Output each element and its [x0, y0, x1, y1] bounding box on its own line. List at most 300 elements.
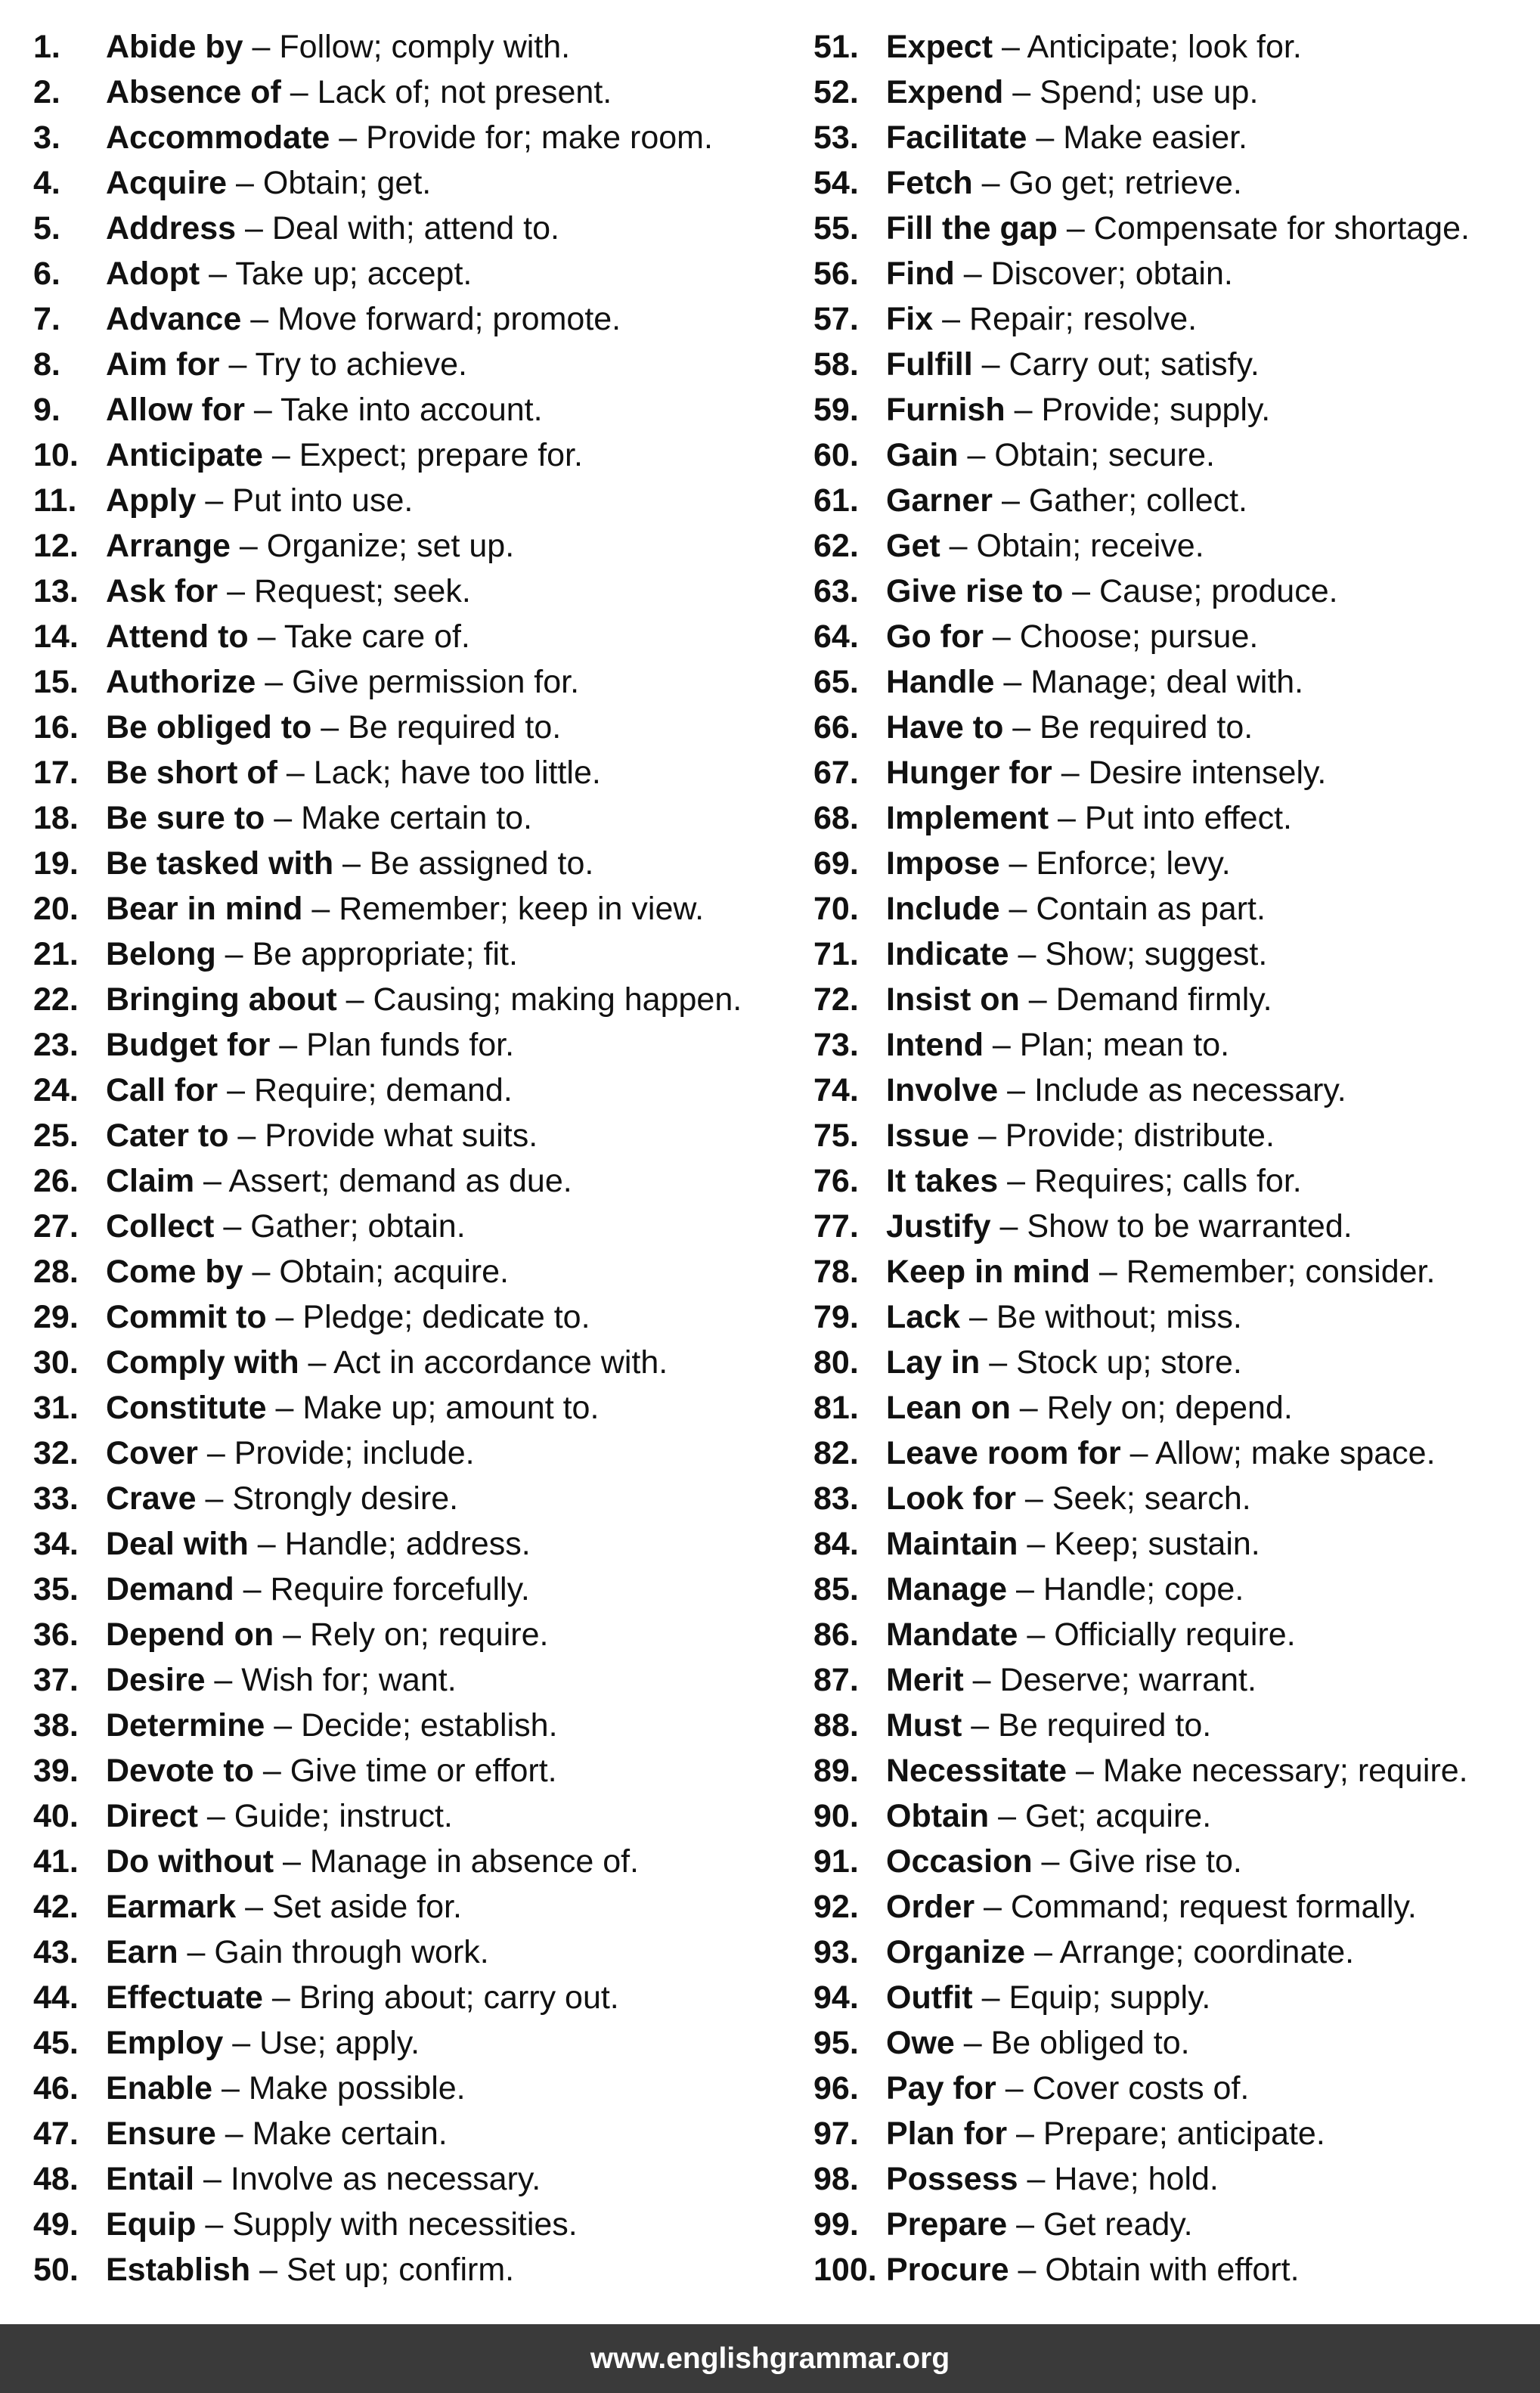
item-number: 88.	[813, 1707, 859, 1744]
item-definition: Make certain to.	[301, 800, 533, 836]
item-number: 80.	[813, 1344, 859, 1381]
item-definition: Be assigned to.	[369, 845, 594, 882]
list-item	[813, 1476, 1532, 1521]
item-term: Necessitate	[886, 1753, 1067, 1789]
item-separator: –	[299, 1344, 334, 1381]
item-text	[106, 70, 612, 115]
item-term: Direct	[106, 1798, 198, 1834]
item-text	[886, 296, 1197, 342]
item-text	[886, 614, 1258, 659]
list-item	[33, 1884, 782, 1930]
item-number: 74.	[813, 1072, 859, 1108]
item-term: Adopt	[106, 256, 200, 292]
list-item	[33, 1340, 782, 1385]
item-separator: –	[1032, 1843, 1069, 1880]
item-definition: Remember; keep in view.	[339, 891, 705, 927]
item-text	[106, 841, 593, 886]
item-number: 87.	[813, 1662, 859, 1698]
item-text	[886, 523, 1204, 569]
item-text	[886, 2020, 1190, 2066]
item-separator: –	[215, 2116, 253, 2152]
item-number: 59.	[813, 392, 859, 428]
list-item	[813, 160, 1532, 206]
item-text	[886, 750, 1326, 795]
item-definition: Manage in absence of.	[309, 1843, 640, 1880]
item-number: 93.	[813, 1934, 859, 1970]
item-text	[106, 1158, 572, 1204]
item-definition: Demand firmly.	[1055, 981, 1272, 1018]
item-number: 47.	[33, 2116, 79, 2152]
list-item	[813, 659, 1532, 705]
item-separator: –	[330, 119, 367, 156]
list-item	[33, 1657, 782, 1703]
item-term: Prepare	[886, 2206, 1008, 2243]
item-text	[886, 1793, 1211, 1839]
item-term: Mandate	[886, 1617, 1018, 1653]
item-separator: –	[200, 256, 236, 292]
item-definition: Get; acquire.	[1024, 1798, 1212, 1834]
item-term: Order	[886, 1889, 975, 1925]
item-term: Be obliged to	[106, 709, 312, 745]
item-definition: Requires; calls for.	[1034, 1163, 1302, 1199]
list-item	[813, 1793, 1532, 1839]
item-number: 49.	[33, 2206, 79, 2243]
item-separator: –	[197, 1798, 234, 1834]
item-text	[886, 886, 1266, 931]
item-definition: Provide; supply.	[1041, 392, 1271, 428]
item-text	[106, 2111, 448, 2156]
list-item	[813, 1521, 1532, 1567]
item-number: 45.	[33, 2025, 79, 2061]
item-text	[886, 1657, 1256, 1703]
item-number: 21.	[33, 936, 79, 972]
item-separator: –	[1007, 2206, 1043, 2243]
item-number: 81.	[813, 1390, 859, 1426]
item-definition: Move forward; promote.	[277, 301, 621, 337]
item-text	[106, 2202, 578, 2247]
item-definition: Be without; miss.	[996, 1299, 1242, 1335]
item-number: 63.	[813, 573, 859, 609]
list-item	[33, 2066, 782, 2111]
item-definition: Rely on; require.	[309, 1617, 549, 1653]
item-text	[106, 1476, 458, 1521]
list-item	[33, 1476, 782, 1521]
item-definition: Prepare; anticipate.	[1043, 2116, 1325, 2152]
item-text	[886, 70, 1258, 115]
item-definition: Provide what suits.	[265, 1117, 538, 1154]
item-text	[886, 2066, 1249, 2111]
item-term: Procure	[886, 2252, 1009, 2288]
item-text	[106, 160, 431, 206]
item-text	[106, 1113, 538, 1158]
item-separator: –	[1009, 936, 1046, 972]
list-item	[33, 614, 782, 659]
item-number: 90.	[813, 1798, 859, 1834]
item-term: Occasion	[886, 1843, 1033, 1880]
item-definition: Obtain; secure.	[994, 437, 1215, 473]
list-item	[33, 1839, 782, 1884]
item-number: 24.	[33, 1072, 79, 1108]
item-separator: –	[983, 618, 1020, 655]
right-column	[813, 24, 1532, 2292]
item-definition: Be required to.	[1040, 709, 1253, 745]
footer-url[interactable]: www.englishgrammar.org	[590, 2342, 950, 2375]
item-text	[106, 1431, 475, 1476]
item-number: 8.	[33, 346, 60, 383]
item-term: Authorize	[106, 664, 256, 700]
item-definition: Set up; confirm.	[286, 2252, 515, 2288]
item-text	[106, 523, 514, 569]
item-number: 9.	[33, 392, 60, 428]
item-term: Manage	[886, 1571, 1008, 1607]
item-definition: Obtain; acquire.	[279, 1254, 509, 1290]
item-text	[106, 886, 704, 931]
item-term: Equip	[106, 2206, 197, 2243]
item-number: 73.	[813, 1027, 859, 1063]
item-term: Issue	[886, 1117, 969, 1154]
item-separator: –	[218, 1072, 254, 1108]
item-separator: –	[1018, 2161, 1055, 2197]
item-number: 37.	[33, 1662, 79, 1698]
item-separator: –	[336, 981, 373, 1018]
list-item	[813, 296, 1532, 342]
item-term: Justify	[886, 1208, 991, 1245]
item-text	[106, 1884, 462, 1930]
item-text	[106, 1385, 599, 1431]
list-item	[33, 705, 782, 750]
item-number: 79.	[813, 1299, 859, 1335]
item-separator: –	[266, 1299, 303, 1335]
item-number: 10.	[33, 437, 79, 473]
list-item	[813, 1930, 1532, 1975]
item-definition: Bring about; carry out.	[299, 1979, 619, 2016]
item-definition: Rely on; depend.	[1046, 1390, 1293, 1426]
item-definition: Repair; resolve.	[968, 301, 1198, 337]
item-separator: –	[265, 1707, 302, 1744]
item-term: Ensure	[106, 2116, 216, 2152]
item-number: 29.	[33, 1299, 79, 1335]
item-text	[886, 1975, 1210, 2020]
item-separator: –	[1049, 800, 1085, 836]
item-definition: Show; suggest.	[1045, 936, 1268, 972]
footer-bar	[0, 2324, 1540, 2393]
item-definition: Try to achieve.	[255, 346, 467, 383]
item-text	[886, 1204, 1353, 1249]
item-text	[886, 1158, 1302, 1204]
item-number: 75.	[813, 1117, 859, 1154]
item-separator: –	[248, 1526, 285, 1562]
item-number: 20.	[33, 891, 79, 927]
item-text	[886, 1703, 1211, 1748]
list-item	[813, 886, 1532, 931]
item-separator: –	[1052, 755, 1089, 791]
item-text	[886, 795, 1292, 841]
item-number: 85.	[813, 1571, 859, 1607]
item-definition: Give permission for.	[292, 664, 580, 700]
item-number: 66.	[813, 709, 859, 745]
item-separator: –	[256, 664, 293, 700]
item-term: Merit	[886, 1662, 964, 1698]
item-term: Claim	[106, 1163, 195, 1199]
item-separator: –	[999, 845, 1036, 882]
item-text	[886, 432, 1215, 478]
item-number: 11.	[33, 482, 77, 519]
item-term: Expect	[886, 29, 993, 65]
item-term: Lack	[886, 1299, 961, 1335]
item-number: 38.	[33, 1707, 79, 1744]
item-definition: Lack; have too little.	[313, 755, 601, 791]
item-definition: Put into use.	[232, 482, 414, 519]
item-number: 32.	[33, 1435, 79, 1471]
item-term: Give rise to	[886, 573, 1064, 609]
item-separator: –	[1018, 1526, 1055, 1562]
item-number: 57.	[813, 301, 859, 337]
item-term: Demand	[106, 1571, 234, 1607]
item-term: Fulfill	[886, 346, 973, 383]
item-number: 53.	[813, 119, 859, 156]
item-number: 89.	[813, 1753, 859, 1789]
item-definition: Decide; establish.	[301, 1707, 558, 1744]
list-item	[33, 1521, 782, 1567]
item-definition: Go get; retrieve.	[1009, 165, 1242, 201]
item-number: 12.	[33, 528, 79, 564]
item-text	[106, 1294, 590, 1340]
list-item	[813, 1249, 1532, 1294]
item-definition: Handle; address.	[284, 1526, 531, 1562]
item-text	[106, 1930, 489, 1975]
item-text	[106, 1975, 619, 2020]
item-separator: –	[218, 573, 254, 609]
item-term: Pay for	[886, 2070, 996, 2106]
list-item	[813, 1022, 1532, 1068]
list-item	[813, 2111, 1532, 2156]
item-text	[886, 1113, 1275, 1158]
item-text	[886, 1476, 1251, 1521]
list-item	[813, 569, 1532, 614]
item-text	[886, 1385, 1293, 1431]
list-item	[33, 1294, 782, 1340]
item-definition: Follow; comply with.	[279, 29, 571, 65]
item-separator: –	[236, 1889, 272, 1925]
list-item	[33, 387, 782, 432]
item-text	[886, 478, 1247, 523]
item-text	[106, 1612, 548, 1657]
item-text	[106, 342, 467, 387]
list-item	[813, 2020, 1532, 2066]
item-separator: –	[990, 1208, 1027, 1245]
item-text	[106, 614, 470, 659]
list-item	[33, 886, 782, 931]
list-item	[33, 478, 782, 523]
item-separator: –	[274, 1617, 310, 1653]
item-term: Leave room for	[886, 1435, 1121, 1471]
item-text	[106, 1249, 509, 1294]
item-text	[106, 1204, 466, 1249]
item-separator: –	[1015, 1480, 1052, 1517]
item-separator: –	[215, 936, 253, 972]
item-definition: Give rise to.	[1068, 1843, 1242, 1880]
item-separator: –	[940, 528, 977, 564]
list-item	[33, 795, 782, 841]
item-separator: –	[1057, 210, 1094, 246]
item-text	[106, 387, 543, 432]
list-item	[33, 977, 782, 1022]
list-item	[813, 2066, 1532, 2111]
item-number: 3.	[33, 119, 60, 156]
list-item	[813, 1839, 1532, 1884]
item-separator: –	[954, 256, 991, 292]
item-text	[106, 1567, 530, 1612]
item-number: 39.	[33, 1753, 79, 1789]
item-term: Depend on	[106, 1617, 274, 1653]
item-text	[886, 569, 1338, 614]
item-term: Employ	[106, 2025, 224, 2061]
item-separator: –	[1005, 392, 1042, 428]
item-number: 71.	[813, 936, 859, 972]
item-definition: Stock up; store.	[1016, 1344, 1242, 1381]
item-number: 83.	[813, 1480, 859, 1517]
item-separator: –	[994, 664, 1031, 700]
item-term: Cater to	[106, 1117, 229, 1154]
item-separator: –	[214, 1208, 251, 1245]
item-separator: –	[219, 346, 256, 383]
item-term: Determine	[106, 1707, 265, 1744]
item-definition: Make possible.	[248, 2070, 466, 2106]
item-separator: –	[963, 1662, 1000, 1698]
item-definition: Deserve; warrant.	[999, 1662, 1256, 1698]
item-number: 23.	[33, 1027, 79, 1063]
item-number: 34.	[33, 1526, 79, 1562]
list-item	[813, 931, 1532, 977]
item-number: 76.	[813, 1163, 859, 1199]
item-text	[106, 931, 518, 977]
list-item	[33, 70, 782, 115]
item-text	[106, 1657, 457, 1703]
list-item	[813, 977, 1532, 1022]
item-term: Aim for	[106, 346, 220, 383]
list-item	[813, 1884, 1532, 1930]
item-number: 6.	[33, 256, 60, 292]
item-term: Commit to	[106, 1299, 267, 1335]
list-item	[33, 1431, 782, 1476]
item-definition: Act in accordance with.	[333, 1344, 668, 1381]
list-item	[813, 1657, 1532, 1703]
item-term: Be short of	[106, 755, 277, 791]
item-term: Desire	[106, 1662, 206, 1698]
item-separator: –	[265, 800, 302, 836]
item-text	[886, 1294, 1242, 1340]
list-item	[813, 1204, 1532, 1249]
item-term: Constitute	[106, 1390, 267, 1426]
item-term: Keep in mind	[886, 1254, 1090, 1290]
item-text	[106, 659, 579, 705]
item-separator: –	[262, 1979, 299, 2016]
item-definition: Gain through work.	[214, 1934, 489, 1970]
item-definition: Pledge; dedicate to.	[302, 1299, 590, 1335]
item-term: Garner	[886, 482, 993, 519]
item-separator: –	[178, 1934, 215, 1970]
item-separator: –	[236, 210, 272, 246]
item-text	[886, 1249, 1435, 1294]
item-text	[886, 1022, 1229, 1068]
item-number: 13.	[33, 573, 79, 609]
item-number: 62.	[813, 528, 859, 564]
item-number: 84.	[813, 1526, 859, 1562]
item-separator: –	[1007, 1571, 1043, 1607]
item-definition: Make necessary; require.	[1102, 1753, 1468, 1789]
item-number: 1.	[33, 29, 60, 65]
item-term: Deal with	[106, 1526, 249, 1562]
list-item	[33, 1975, 782, 2020]
item-term: Must	[886, 1707, 962, 1744]
item-text	[886, 1431, 1436, 1476]
list-item	[33, 1703, 782, 1748]
list-item	[813, 614, 1532, 659]
item-definition: Have; hold.	[1054, 2161, 1219, 2197]
list-item	[813, 1748, 1532, 1793]
item-number: 4.	[33, 165, 60, 201]
item-text	[106, 1703, 558, 1748]
item-definition: Provide; distribute.	[1005, 1117, 1275, 1154]
list-item	[33, 1793, 782, 1839]
list-item	[813, 705, 1532, 750]
item-number: 7.	[33, 301, 60, 337]
item-separator: –	[1009, 2252, 1046, 2288]
item-term: Be tasked with	[106, 845, 334, 882]
item-text	[886, 115, 1247, 160]
item-text	[886, 160, 1242, 206]
item-text	[886, 1748, 1468, 1793]
item-definition: Expect; prepare for.	[299, 437, 583, 473]
list-item	[33, 1022, 782, 1068]
item-number: 22.	[33, 981, 79, 1018]
item-number: 33.	[33, 1480, 79, 1517]
list-item	[33, 2247, 782, 2292]
list-item	[813, 1294, 1532, 1340]
item-separator: –	[194, 1163, 229, 1199]
item-separator: –	[248, 618, 284, 655]
list-item	[813, 523, 1532, 569]
list-item	[813, 2202, 1532, 2247]
item-term: Fill the gap	[886, 210, 1058, 246]
item-number: 67.	[813, 755, 859, 791]
item-definition: Enforce; levy.	[1036, 845, 1231, 882]
item-separator: –	[250, 2252, 287, 2288]
list-item	[33, 931, 782, 977]
item-term: Be sure to	[106, 800, 265, 836]
item-text	[106, 795, 532, 841]
item-separator: –	[983, 1027, 1020, 1063]
item-text	[886, 251, 1233, 296]
item-number: 77.	[813, 1208, 859, 1245]
list-item	[33, 841, 782, 886]
item-definition: Give time or effort.	[290, 1753, 557, 1789]
item-term: Absence of	[106, 74, 281, 110]
item-definition: Seek; search.	[1052, 1480, 1251, 1517]
item-definition: Show to be warranted.	[1027, 1208, 1353, 1245]
item-number: 41.	[33, 1843, 79, 1880]
list-item	[813, 24, 1532, 70]
item-text	[886, 1884, 1417, 1930]
item-number: 58.	[813, 346, 859, 383]
item-term: Allow for	[106, 392, 245, 428]
item-definition: Put into effect.	[1084, 800, 1292, 836]
item-separator: –	[972, 165, 1009, 201]
item-separator: –	[333, 845, 370, 882]
item-separator: –	[243, 1254, 280, 1290]
item-term: Fix	[886, 301, 934, 337]
item-number: 65.	[813, 664, 859, 700]
